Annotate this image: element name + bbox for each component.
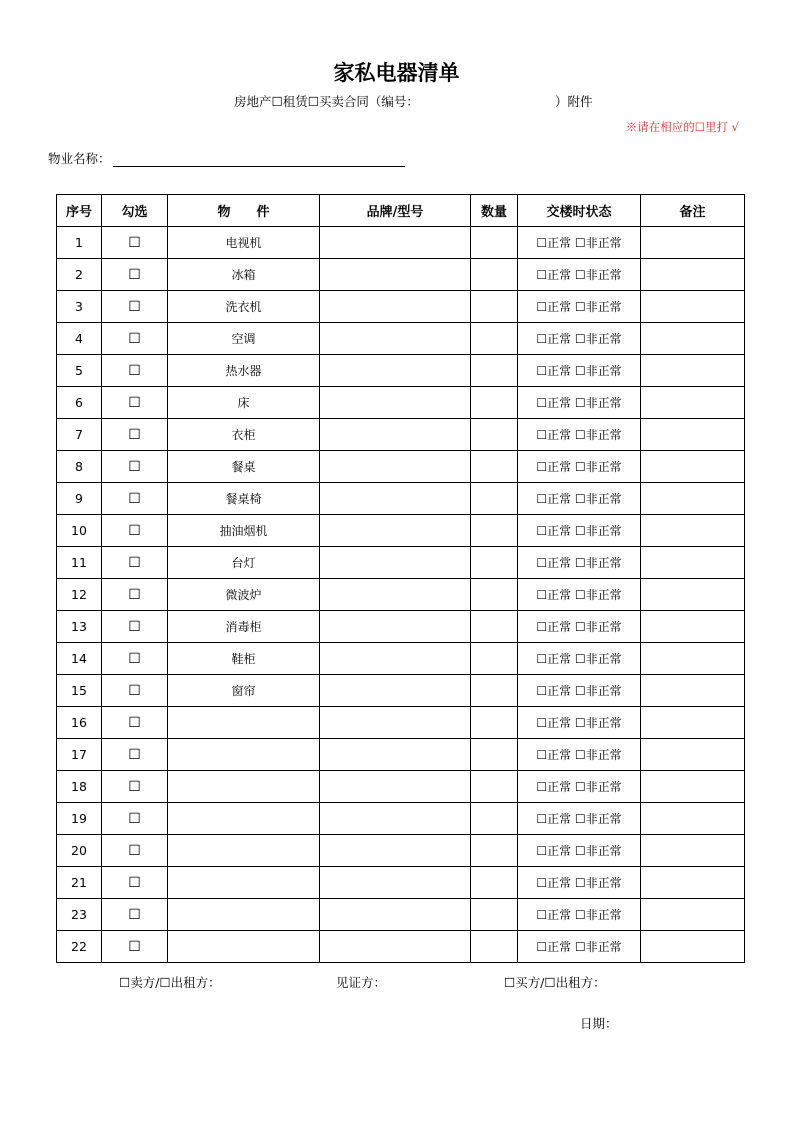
row-number: 6 — [57, 387, 102, 419]
brand-model-cell[interactable] — [320, 931, 471, 963]
handover-status-options[interactable]: ☐正常 ☐非正常 — [518, 899, 641, 931]
row-number: 1 — [57, 227, 102, 259]
instruction-note: ※请在相应的☐里打 √ — [625, 120, 739, 134]
brand-model-cell[interactable] — [320, 259, 471, 291]
item-name — [168, 931, 320, 963]
table-header-row — [57, 195, 745, 227]
remarks-cell[interactable] — [641, 771, 745, 803]
row-number: 12 — [57, 579, 102, 611]
select-checkbox[interactable]: ☐ — [102, 803, 168, 835]
quantity-cell[interactable] — [471, 291, 518, 323]
handover-status-options[interactable]: ☐正常 ☐非正常 — [518, 643, 641, 675]
select-checkbox[interactable]: ☐ — [102, 835, 168, 867]
quantity-cell[interactable] — [471, 451, 518, 483]
handover-status-options[interactable]: ☐正常 ☐非正常 — [518, 579, 641, 611]
brand-model-cell[interactable] — [320, 803, 471, 835]
select-checkbox[interactable]: ☐ — [102, 419, 168, 451]
item-name: 微波炉 — [168, 579, 320, 611]
select-checkbox[interactable]: ☐ — [102, 227, 168, 259]
table-row — [57, 323, 745, 355]
select-checkbox[interactable]: ☐ — [102, 611, 168, 643]
quantity-cell[interactable] — [471, 483, 518, 515]
handover-status-options[interactable]: ☐正常 ☐非正常 — [518, 419, 641, 451]
brand-model-cell[interactable] — [320, 291, 471, 323]
remarks-cell[interactable] — [641, 611, 745, 643]
remarks-cell[interactable] — [641, 835, 745, 867]
table-row — [57, 675, 745, 707]
item-name: 衣柜 — [168, 419, 320, 451]
quantity-cell[interactable] — [471, 707, 518, 739]
select-checkbox[interactable]: ☐ — [102, 547, 168, 579]
handover-status-options[interactable]: ☐正常 ☐非正常 — [518, 515, 641, 547]
header-remarks: 备注 — [641, 195, 745, 227]
row-number: 17 — [57, 739, 102, 771]
item-name: 餐桌椅 — [168, 483, 320, 515]
handover-status-options[interactable]: ☐正常 ☐非正常 — [518, 803, 641, 835]
remarks-cell[interactable] — [641, 803, 745, 835]
remarks-cell[interactable] — [641, 643, 745, 675]
table-row — [57, 483, 745, 515]
handover-status-options[interactable]: ☐正常 ☐非正常 — [518, 323, 641, 355]
item-name: 热水器 — [168, 355, 320, 387]
date-label: 日期： — [580, 1016, 618, 1031]
quantity-cell[interactable] — [471, 931, 518, 963]
handover-status-options[interactable]: ☐正常 ☐非正常 — [518, 547, 641, 579]
select-checkbox[interactable]: ☐ — [102, 771, 168, 803]
table-row — [57, 515, 745, 547]
quantity-cell[interactable] — [471, 515, 518, 547]
quantity-cell[interactable] — [471, 675, 518, 707]
table-row — [57, 611, 745, 643]
document-title: 家私电器清单 — [333, 61, 460, 85]
select-checkbox[interactable]: ☐ — [102, 867, 168, 899]
row-number: 16 — [57, 707, 102, 739]
table-row — [57, 803, 745, 835]
brand-model-cell[interactable] — [320, 739, 471, 771]
select-checkbox[interactable]: ☐ — [102, 899, 168, 931]
subtitle-suffix: ）附件 — [555, 94, 593, 109]
buyer-signature-label: ☐买方/☐出租方： — [504, 975, 606, 990]
row-number: 13 — [57, 611, 102, 643]
remarks-cell[interactable] — [641, 451, 745, 483]
remarks-cell[interactable] — [641, 899, 745, 931]
row-number: 3 — [57, 291, 102, 323]
quantity-cell[interactable] — [471, 259, 518, 291]
item-name: 抽油烟机 — [168, 515, 320, 547]
quantity-cell[interactable] — [471, 899, 518, 931]
remarks-cell[interactable] — [641, 419, 745, 451]
item-name — [168, 899, 320, 931]
brand-model-cell[interactable] — [320, 899, 471, 931]
row-number: 4 — [57, 323, 102, 355]
brand-model-cell[interactable] — [320, 451, 471, 483]
row-number: 22 — [57, 931, 102, 963]
brand-model-cell[interactable] — [320, 867, 471, 899]
item-name: 餐桌 — [168, 451, 320, 483]
row-number: 8 — [57, 451, 102, 483]
select-checkbox[interactable]: ☐ — [102, 643, 168, 675]
remarks-cell[interactable] — [641, 675, 745, 707]
select-checkbox[interactable]: ☐ — [102, 707, 168, 739]
quantity-cell[interactable] — [471, 323, 518, 355]
header-brand-model: 品牌/型号 — [320, 195, 471, 227]
subtitle-prefix: 房地产☐租赁☐买卖合同（编号： — [234, 94, 419, 109]
row-number: 11 — [57, 547, 102, 579]
remarks-cell[interactable] — [641, 739, 745, 771]
table-row — [57, 739, 745, 771]
table-row — [57, 227, 745, 259]
handover-status-options[interactable]: ☐正常 ☐非正常 — [518, 291, 641, 323]
quantity-cell[interactable] — [471, 579, 518, 611]
brand-model-cell[interactable] — [320, 707, 471, 739]
handover-status-options[interactable]: ☐正常 ☐非正常 — [518, 259, 641, 291]
item-name: 电视机 — [168, 227, 320, 259]
remarks-cell[interactable] — [641, 547, 745, 579]
seller-signature-label: ☐卖方/☐出租方： — [119, 975, 221, 990]
item-name — [168, 771, 320, 803]
brand-model-cell[interactable] — [320, 323, 471, 355]
select-checkbox[interactable]: ☐ — [102, 355, 168, 387]
row-number: 9 — [57, 483, 102, 515]
remarks-cell[interactable] — [641, 483, 745, 515]
row-number: 5 — [57, 355, 102, 387]
select-checkbox[interactable]: ☐ — [102, 931, 168, 963]
remarks-cell[interactable] — [641, 355, 745, 387]
remarks-cell[interactable] — [641, 291, 745, 323]
header-item: 物 件 — [168, 195, 320, 227]
item-name — [168, 867, 320, 899]
table-row — [57, 579, 745, 611]
row-number: 2 — [57, 259, 102, 291]
handover-status-options[interactable]: ☐正常 ☐非正常 — [518, 227, 641, 259]
select-checkbox[interactable]: ☐ — [102, 515, 168, 547]
remarks-cell[interactable] — [641, 259, 745, 291]
quantity-cell[interactable] — [471, 835, 518, 867]
table-row — [57, 867, 745, 899]
row-number: 20 — [57, 835, 102, 867]
quantity-cell[interactable] — [471, 227, 518, 259]
row-number: 7 — [57, 419, 102, 451]
item-name: 空调 — [168, 323, 320, 355]
select-checkbox[interactable]: ☐ — [102, 483, 168, 515]
table-row — [57, 771, 745, 803]
handover-status-options[interactable]: ☐正常 ☐非正常 — [518, 739, 641, 771]
brand-model-cell[interactable] — [320, 835, 471, 867]
handover-status-options[interactable]: ☐正常 ☐非正常 — [518, 707, 641, 739]
table-row — [57, 419, 745, 451]
brand-model-cell[interactable] — [320, 611, 471, 643]
handover-status-options[interactable]: ☐正常 ☐非正常 — [518, 675, 641, 707]
header-check: 勾选 — [102, 195, 168, 227]
table-row — [57, 259, 745, 291]
item-name: 洗衣机 — [168, 291, 320, 323]
table-row — [57, 291, 745, 323]
brand-model-cell[interactable] — [320, 483, 471, 515]
table-body — [57, 227, 745, 963]
quantity-cell[interactable] — [471, 803, 518, 835]
brand-model-cell[interactable] — [320, 419, 471, 451]
row-number: 19 — [57, 803, 102, 835]
table-row — [57, 547, 745, 579]
item-name: 鞋柜 — [168, 643, 320, 675]
table-row — [57, 835, 745, 867]
handover-status-options[interactable]: ☐正常 ☐非正常 — [518, 931, 641, 963]
quantity-cell[interactable] — [471, 643, 518, 675]
table-row — [57, 707, 745, 739]
quantity-cell[interactable] — [471, 771, 518, 803]
header-no: 序号 — [57, 195, 102, 227]
row-number: 18 — [57, 771, 102, 803]
handover-status-options[interactable]: ☐正常 ☐非正常 — [518, 771, 641, 803]
select-checkbox[interactable]: ☐ — [102, 323, 168, 355]
remarks-cell[interactable] — [641, 323, 745, 355]
brand-model-cell[interactable] — [320, 387, 471, 419]
item-name: 窗帘 — [168, 675, 320, 707]
row-number: 10 — [57, 515, 102, 547]
select-checkbox[interactable]: ☐ — [102, 259, 168, 291]
brand-model-cell[interactable] — [320, 675, 471, 707]
quantity-cell[interactable] — [471, 867, 518, 899]
handover-status-options[interactable]: ☐正常 ☐非正常 — [518, 835, 641, 867]
brand-model-cell[interactable] — [320, 579, 471, 611]
table-row — [57, 931, 745, 963]
item-name — [168, 739, 320, 771]
quantity-cell[interactable] — [471, 419, 518, 451]
item-name: 消毒柜 — [168, 611, 320, 643]
property-name-label: 物业名称： — [48, 151, 111, 166]
handover-status-options[interactable]: ☐正常 ☐非正常 — [518, 611, 641, 643]
remarks-cell[interactable] — [641, 515, 745, 547]
quantity-cell[interactable] — [471, 611, 518, 643]
handover-status-options[interactable]: ☐正常 ☐非正常 — [518, 355, 641, 387]
select-checkbox[interactable]: ☐ — [102, 579, 168, 611]
handover-status-options[interactable]: ☐正常 ☐非正常 — [518, 867, 641, 899]
brand-model-cell[interactable] — [320, 227, 471, 259]
remarks-cell[interactable] — [641, 579, 745, 611]
quantity-cell[interactable] — [471, 387, 518, 419]
table-row — [57, 451, 745, 483]
inventory-table — [56, 194, 745, 963]
brand-model-cell[interactable] — [320, 355, 471, 387]
brand-model-cell[interactable] — [320, 643, 471, 675]
brand-model-cell[interactable] — [320, 547, 471, 579]
table-row — [57, 899, 745, 931]
remarks-cell[interactable] — [641, 227, 745, 259]
handover-status-options[interactable]: ☐正常 ☐非正常 — [518, 483, 641, 515]
item-name — [168, 707, 320, 739]
brand-model-cell[interactable] — [320, 771, 471, 803]
remarks-cell[interactable] — [641, 387, 745, 419]
item-name: 台灯 — [168, 547, 320, 579]
table-row — [57, 355, 745, 387]
property-name-field[interactable] — [113, 151, 405, 167]
header-handover-status: 交楼时状态 — [518, 195, 641, 227]
select-checkbox[interactable]: ☐ — [102, 291, 168, 323]
row-number: 23 — [57, 899, 102, 931]
witness-signature-label: 见证方： — [336, 975, 387, 990]
property-name-row — [48, 149, 405, 167]
quantity-cell[interactable] — [471, 739, 518, 771]
select-checkbox[interactable]: ☐ — [102, 675, 168, 707]
handover-status-options[interactable]: ☐正常 ☐非正常 — [518, 451, 641, 483]
item-name — [168, 835, 320, 867]
table-row — [57, 387, 745, 419]
header-quantity: 数量 — [471, 195, 518, 227]
select-checkbox[interactable]: ☐ — [102, 387, 168, 419]
brand-model-cell[interactable] — [320, 515, 471, 547]
row-number: 21 — [57, 867, 102, 899]
remarks-cell[interactable] — [641, 931, 745, 963]
quantity-cell[interactable] — [471, 355, 518, 387]
handover-status-options[interactable]: ☐正常 ☐非正常 — [518, 387, 641, 419]
item-name: 冰箱 — [168, 259, 320, 291]
table-row — [57, 643, 745, 675]
row-number: 15 — [57, 675, 102, 707]
item-name: 床 — [168, 387, 320, 419]
remarks-cell[interactable] — [641, 707, 745, 739]
remarks-cell[interactable] — [641, 867, 745, 899]
item-name — [168, 803, 320, 835]
select-checkbox[interactable]: ☐ — [102, 739, 168, 771]
quantity-cell[interactable] — [471, 547, 518, 579]
select-checkbox[interactable]: ☐ — [102, 451, 168, 483]
row-number: 14 — [57, 643, 102, 675]
